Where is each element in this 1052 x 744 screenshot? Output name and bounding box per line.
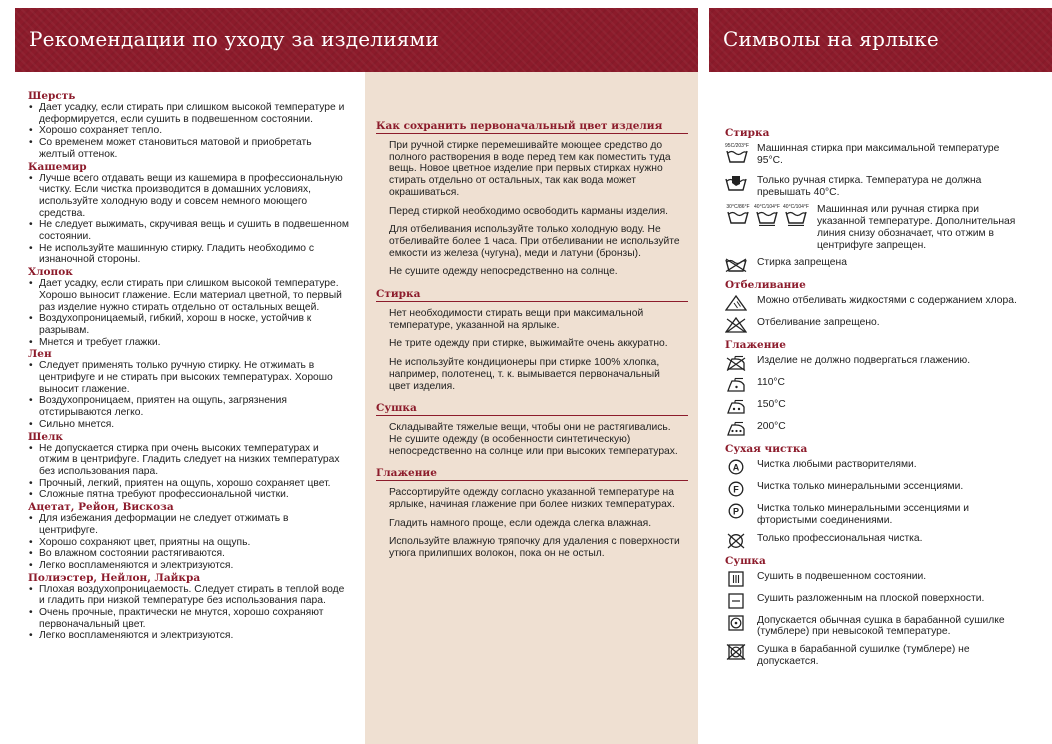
banner-title-care: Рекомендации по уходу за изделиями [29, 27, 439, 51]
svg-text:A: A [732, 462, 740, 473]
symbol-description: Сушка в барабанной сушилке (тумблере) не допускается. [757, 644, 970, 667]
symbol-row [725, 317, 1025, 333]
bleach-allowed-icon [725, 295, 749, 311]
symbol-row [725, 355, 1025, 371]
fabric-title: Шелк [28, 430, 63, 443]
fabric-section-cotton [28, 266, 350, 348]
banner-care-recommendations [15, 8, 698, 72]
tip-paragraph: Рассортируйте одежду согласно указанной температуре на ярлыке, начиная глажение при более низких температурах. [389, 487, 675, 511]
fabric-title: Хлопок [28, 266, 73, 279]
symbol-row [725, 644, 1025, 667]
tip-paragraph: Не трите одежду при стирке, выжимайте очень аккуратно. [389, 338, 668, 350]
banner-title-symbols: Символы на ярлыке [723, 27, 939, 51]
tip-paragraph: Используйте влажную тряпочку для удаления с поверхности утюга прилипших волокон, пока он не остыл. [389, 536, 680, 560]
list-item: • Воздухопроницаемый, гибкий, хорош в носке, устойчив к разрывам. [28, 313, 350, 336]
fabric-section-wool [28, 90, 350, 161]
symbol-description: Отбеливание запрещено. [757, 317, 880, 329]
tip-paragraph: Гладить намного проще, если одежда слегка влажная. [389, 517, 652, 529]
symbol-row [725, 421, 1025, 437]
tips-title: Сушка [376, 402, 688, 416]
fabric-title: Лен [28, 348, 52, 361]
list-item: • Сложные пятна требуют профессиональной чистки. [28, 489, 350, 501]
fabric-care-column [28, 90, 350, 642]
list-item: • Мнется и требует глажки. [28, 337, 350, 349]
no-tumble-dry-icon [725, 644, 749, 660]
no-iron-icon [725, 355, 749, 371]
symbol-description: Только профессиональная чистка. [757, 532, 923, 544]
fabric-title: Шерсть [28, 90, 76, 102]
iron-medium-icon [725, 399, 749, 415]
tips-title: Стирка [376, 288, 688, 302]
wash-30-icon: 30°C/86°F [725, 204, 751, 226]
symbols-title: Стирка [725, 127, 770, 139]
list-item: • Хорошо сохраняют цвет, приятны на ощупь. [28, 537, 350, 549]
list-item: • Легко воспламеняются и электризуются. [28, 630, 350, 642]
symbol-row [725, 593, 1025, 609]
symbol-row [725, 175, 1025, 198]
wash-40-gentle-icon: 40°C/104°F [783, 204, 809, 226]
tip-paragraph: При ручной стирке перемешивайте моющее средство до полного растворения в воде перед тем как поместить туда вещь. Новое цветное изделие при первых стирках нужно стирать отдельно от остальных, так как вода может окрашиваться. [389, 140, 671, 198]
list-item: • Не следует выжимать, скручивая вещь и сушить в подвешенном состоянии. [28, 219, 350, 242]
tips-title: Глажение [376, 467, 688, 481]
hand-wash-icon [725, 175, 749, 191]
list-item: • Легко воспламеняются и электризуются. [28, 560, 350, 572]
banner-label-symbols [709, 8, 1052, 72]
iron-high-icon [725, 421, 749, 437]
tip-paragraph: Не сушите одежду непосредственно на солнце. [389, 266, 618, 278]
dry-clean-a-icon [725, 459, 749, 475]
symbol-row [725, 459, 1025, 475]
list-item: • Плохая воздухопроницаемость. Следует стирать в теплой воде и гладить при низкой температуре без использования пара. [28, 584, 350, 607]
wash-temperature-icons [725, 204, 809, 226]
symbol-row [725, 399, 1025, 415]
symbol-row [725, 533, 1025, 549]
symbol-row [725, 503, 1025, 526]
symbol-row [725, 295, 1025, 311]
symbol-description: Сушить в подвешенном состоянии. [757, 570, 927, 582]
tips-title: Как сохранить первоначальный цвет изделия [376, 120, 688, 134]
fabric-title: Полиэстер, Нейлон, Лайкра [28, 571, 201, 584]
symbols-title: Отбеливание [725, 279, 806, 292]
svg-text:P: P [732, 506, 740, 517]
symbol-description: 150°C [757, 399, 786, 411]
fabric-section-linen [28, 348, 350, 430]
no-wash-icon [725, 257, 749, 273]
symbol-row [725, 143, 1025, 169]
fabric-title: Кашемир [28, 160, 87, 173]
tips-section-drying [376, 402, 688, 457]
symbol-description: Можно отбеливать жидкостями с содержанием хлора. [757, 295, 1017, 307]
tips-section-washing [376, 288, 688, 392]
symbols-section-dry-cleaning [725, 443, 1025, 548]
list-item: • Дает усадку, если стирать при слишком высокой температуре. Хорошо выносит глажение. Если материал цветной, то первый раз изделие нужно стирать отдельно от остальных вещей. [28, 278, 350, 313]
symbol-row [725, 571, 1025, 587]
tips-section-ironing [376, 467, 688, 560]
symbol-description: Стирка запрещена [757, 257, 847, 269]
symbol-description: Чистка только минеральными эссенциями. [757, 481, 964, 493]
symbols-section-ironing [725, 339, 1025, 437]
list-item: • Не используйте машинную стирку. Гладить необходимо с изнаночной стороны. [28, 243, 350, 266]
list-item: • Очень прочные, практически не мнутся, хорошо сохраняют первоначальный цвет. [28, 607, 350, 630]
symbol-row [725, 481, 1025, 497]
tip-paragraph: Перед стиркой необходимо освободить карманы изделия. [389, 205, 669, 217]
symbols-section-bleaching [725, 279, 1025, 333]
fabric-section-polyester [28, 572, 350, 643]
symbol-description: Только ручная стирка. Температура не должна превышать 40°C. [757, 175, 982, 198]
dry-clean-f-icon [725, 481, 749, 497]
tumble-dry-icon [725, 615, 749, 631]
symbol-row [725, 615, 1025, 638]
symbol-description: Сушить разложенным на плоской поверхности. [757, 592, 985, 604]
symbol-description: Чистка только минеральными эссенциями и фтористыми соединениями. [757, 503, 969, 526]
wash-40-icon: 40°C/104°F [754, 204, 780, 226]
symbol-description: Машинная или ручная стирка при указанной температуре. Дополнительная линия снизу обозначает, что отжим в центрифуге запрещен. [817, 204, 1016, 251]
symbols-title: Сухая чистка [725, 443, 808, 456]
list-item: • Для избежания деформации не следует отжимать в центрифуге. [28, 513, 350, 536]
symbol-description: 110°C [757, 377, 785, 389]
professional-clean-icon [725, 533, 749, 549]
list-item: • Воздухопроницаем, приятен на ощупь, загрязнения отстирываются легко. [28, 395, 350, 418]
tip-paragraph: Не используйте кондиционеры при стирке 100% хлопка, например, полотенец, т. к. вымывается первоначальный цвет изделия. [389, 357, 660, 392]
tip-paragraph: Нет необходимости стирать вещи при максимальной температуре, указанной на ярлыке. [389, 308, 644, 331]
care-tips-column [376, 120, 688, 570]
symbol-row [725, 377, 1025, 393]
list-item: • Со временем может становиться матовой и приобретать желтый оттенок. [28, 137, 350, 160]
symbols-section-washing [725, 127, 1025, 273]
symbol-description: 200°C [757, 421, 786, 433]
symbols-section-drying [725, 555, 1025, 668]
tip-paragraph: Складывайте тяжелые вещи, чтобы они не растягивались. Не сушите одежду (в особенности синтетическую) непосредственно на солнце или при высоких температурах. [389, 422, 678, 457]
fabric-section-acetate [28, 501, 350, 572]
dry-clean-p-icon [725, 503, 749, 519]
tips-section-color [376, 120, 688, 278]
list-item: • Прочный, легкий, приятен на ощупь, хорошо сохраняет цвет. [28, 478, 350, 490]
fabric-title: Ацетат, Рейон, Вискоза [28, 501, 174, 514]
list-item: • Следует применять только ручную стирку. Не отжимать в центрифуге и не стирать при высоких температурах. Хорошо выносит глажение. [28, 360, 350, 395]
flat-dry-icon [725, 593, 749, 609]
list-item: • Не допускается стирка при очень высоких температурах и отжим в центрифуге. Гладить следует на низких температурах без использования пара. [28, 443, 350, 478]
list-item: • Дает усадку, если стирать при слишком высокой температуре и деформируется, если сушить в подвешенном состоянии. [28, 102, 350, 125]
symbol-description: Допускается обычная сушка в барабанной сушилке (тумблере) при невысокой температуре. [757, 614, 1005, 638]
symbols-title: Глажение [725, 339, 786, 352]
list-item: • Хорошо сохраняет тепло. [28, 125, 350, 137]
no-bleach-icon [725, 317, 749, 333]
fabric-section-cashmere [28, 161, 350, 267]
symbol-description: Машинная стирка при максимальной температуре 95°C. [757, 143, 1000, 166]
svg-text:F: F [733, 484, 739, 495]
list-item: • Во влажном состоянии растягиваются. [28, 548, 350, 560]
symbol-row [725, 204, 1025, 251]
symbols-title: Сушка [725, 554, 766, 567]
hang-dry-icon [725, 571, 749, 587]
symbol-description: Изделие не должно подвергаться глажению. [757, 355, 971, 367]
wash-95-icon: 95C/203°F [725, 143, 749, 169]
symbol-description: Чистка любыми растворителями. [757, 459, 917, 471]
symbol-row [725, 257, 1025, 273]
label-symbols-column [725, 127, 1025, 673]
tip-paragraph: Для отбеливания используйте только холодную воду. Не отбеливайте более 1 часа. При отбеливании не используйте емкости из железа (чугуна), меди и латуни (бронзы). [389, 224, 680, 259]
list-item: • Лучше всего отдавать вещи из кашемира в профессиональную чистку. Если чистка производится в домашних условиях, используйте холодную воду и совсем немного моющего средства. [28, 173, 350, 220]
list-item: • Сильно мнется. [28, 419, 350, 431]
iron-low-icon [725, 377, 749, 393]
fabric-section-silk [28, 431, 350, 502]
